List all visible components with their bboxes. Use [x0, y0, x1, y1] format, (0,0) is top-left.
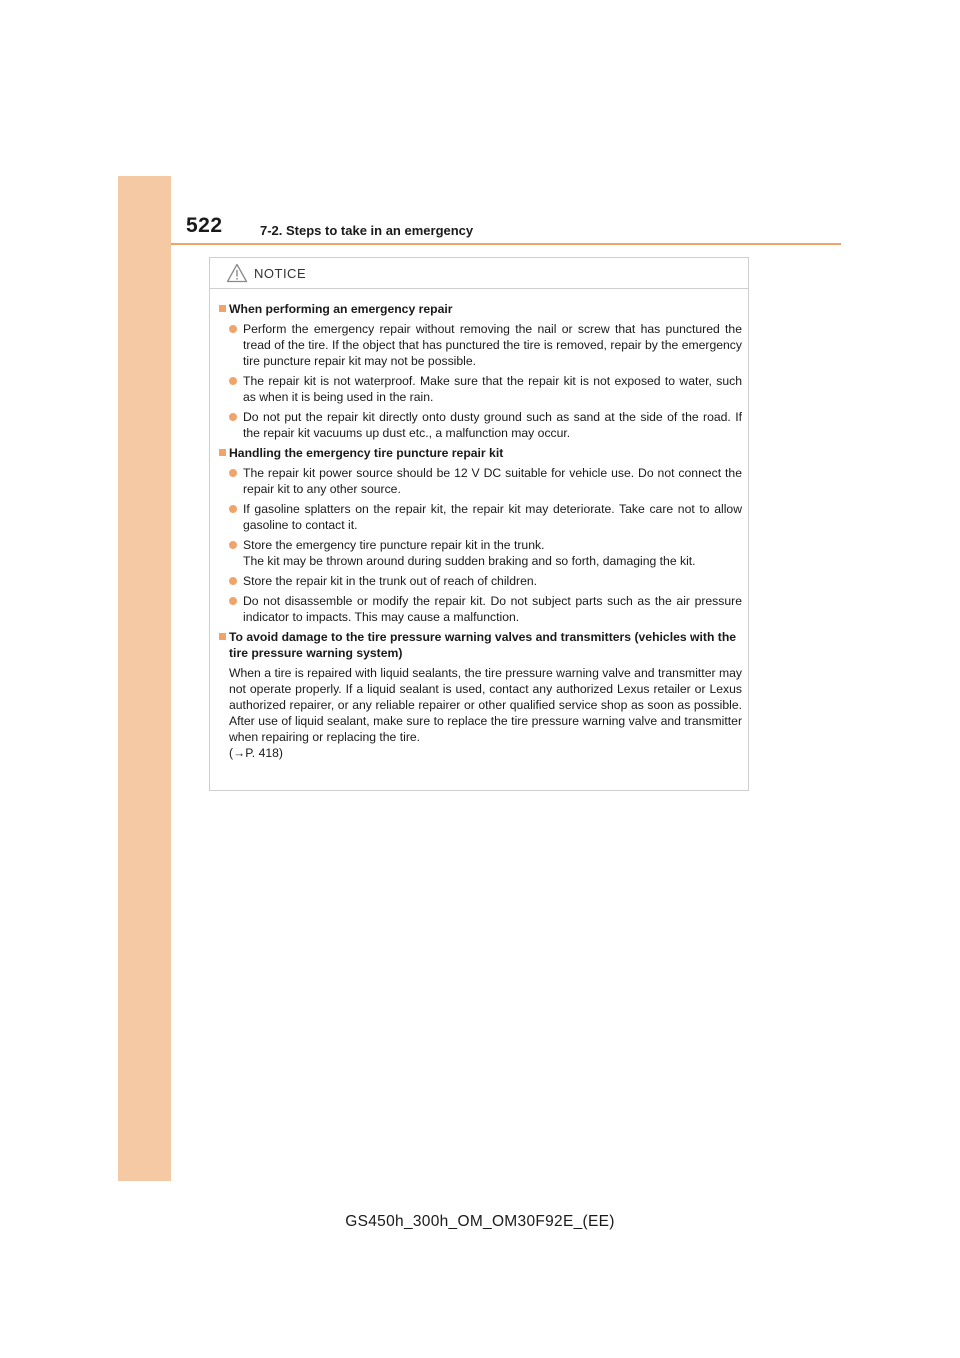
bullet-item — [219, 409, 742, 441]
bullet-item — [219, 373, 742, 405]
bullet-item — [219, 537, 742, 569]
round-bullet-icon — [229, 413, 237, 421]
bullet-text: Do not put the repair kit directly onto dusty ground such as sand at the side of the road. If the repair kit vacuums up dust etc., a malfunction may occur. — [243, 410, 742, 440]
header-divider — [171, 243, 841, 245]
round-bullet-icon — [229, 541, 237, 549]
page-reference-link[interactable]: (→P. 418) — [229, 746, 283, 760]
bullet-text: Store the emergency tire puncture repair kit in the trunk. — [243, 538, 545, 552]
section-heading-text: When performing an emergency repair — [229, 302, 453, 316]
round-bullet-icon — [229, 597, 237, 605]
bullet-text: The repair kit power source should be 12 V DC suitable for vehicle use. Do not connect the repair kit to any other source. — [243, 466, 742, 496]
section-paragraph: When a tire is repaired with liquid sealants, the tire pressure warning valve and transmitter may not operate properly. If a liquid sealant is used, contact any authorized Lexus retailer or Lexus authorized repairer, or any reliable repairer or other qualified service shop as soon as possible. After use of liquid sealant, make sure to replace the tire pressure warning valve and transmitter when repairing or replacing the tire. — [229, 666, 742, 744]
notice-section — [219, 445, 742, 625]
round-bullet-icon — [229, 377, 237, 385]
notice-section — [219, 629, 742, 761]
bullet-item — [219, 501, 742, 533]
bullet-text: Do not disassemble or modify the repair kit. Do not subject parts such as the air pressure indicator to impacts. This may cause a malfunction. — [243, 594, 742, 624]
bullet-text-continued: The kit may be thrown around during sudden braking and so forth, damaging the kit. — [243, 554, 696, 568]
side-tab — [118, 176, 171, 1181]
section-heading-text: Handling the emergency tire puncture repair kit — [229, 446, 504, 460]
notice-header — [210, 258, 748, 289]
section-heading — [219, 445, 742, 461]
notice-body — [210, 289, 748, 761]
round-bullet-icon — [229, 577, 237, 585]
bullet-item — [219, 321, 742, 369]
section-title: 7-2. Steps to take in an emergency — [260, 223, 474, 238]
square-bullet-icon — [219, 449, 226, 456]
bullet-item — [219, 573, 742, 589]
bullet-text: Store the repair kit in the trunk out of reach of children. — [243, 574, 538, 588]
square-bullet-icon — [219, 305, 226, 312]
bullet-text: Perform the emergency repair without removing the nail or screw that has punctured the tread of the tire. If the object that has punctured the tire is removed, repair by the emergency tire puncture repair kit may not be possible. — [243, 322, 742, 368]
bullet-text: If gasoline splatters on the repair kit, the repair kit may deteriorate. Take care not to allow gasoline to contact it. — [243, 502, 742, 532]
square-bullet-icon — [219, 633, 226, 640]
round-bullet-icon — [229, 325, 237, 333]
bullet-text: The repair kit is not waterproof. Make sure that the repair kit is not exposed to water, such as when it is being used in the rain. — [243, 374, 742, 404]
section-heading-text: To avoid damage to the tire pressure warning valves and transmitters (vehicles with the tire pressure warning system) — [229, 630, 737, 660]
round-bullet-icon — [229, 469, 237, 477]
bullet-item — [219, 593, 742, 625]
warning-triangle-icon — [226, 263, 248, 283]
section-heading — [219, 301, 742, 317]
page-number: 522 — [186, 214, 223, 237]
bullet-item — [219, 465, 742, 497]
document-code: GS450h_300h_OM_OM30F92E_(EE) — [345, 1213, 615, 1230]
notice-section — [219, 301, 742, 441]
round-bullet-icon — [229, 505, 237, 513]
section-heading — [219, 629, 742, 661]
notice-box — [209, 257, 749, 791]
notice-label: NOTICE — [254, 265, 307, 281]
